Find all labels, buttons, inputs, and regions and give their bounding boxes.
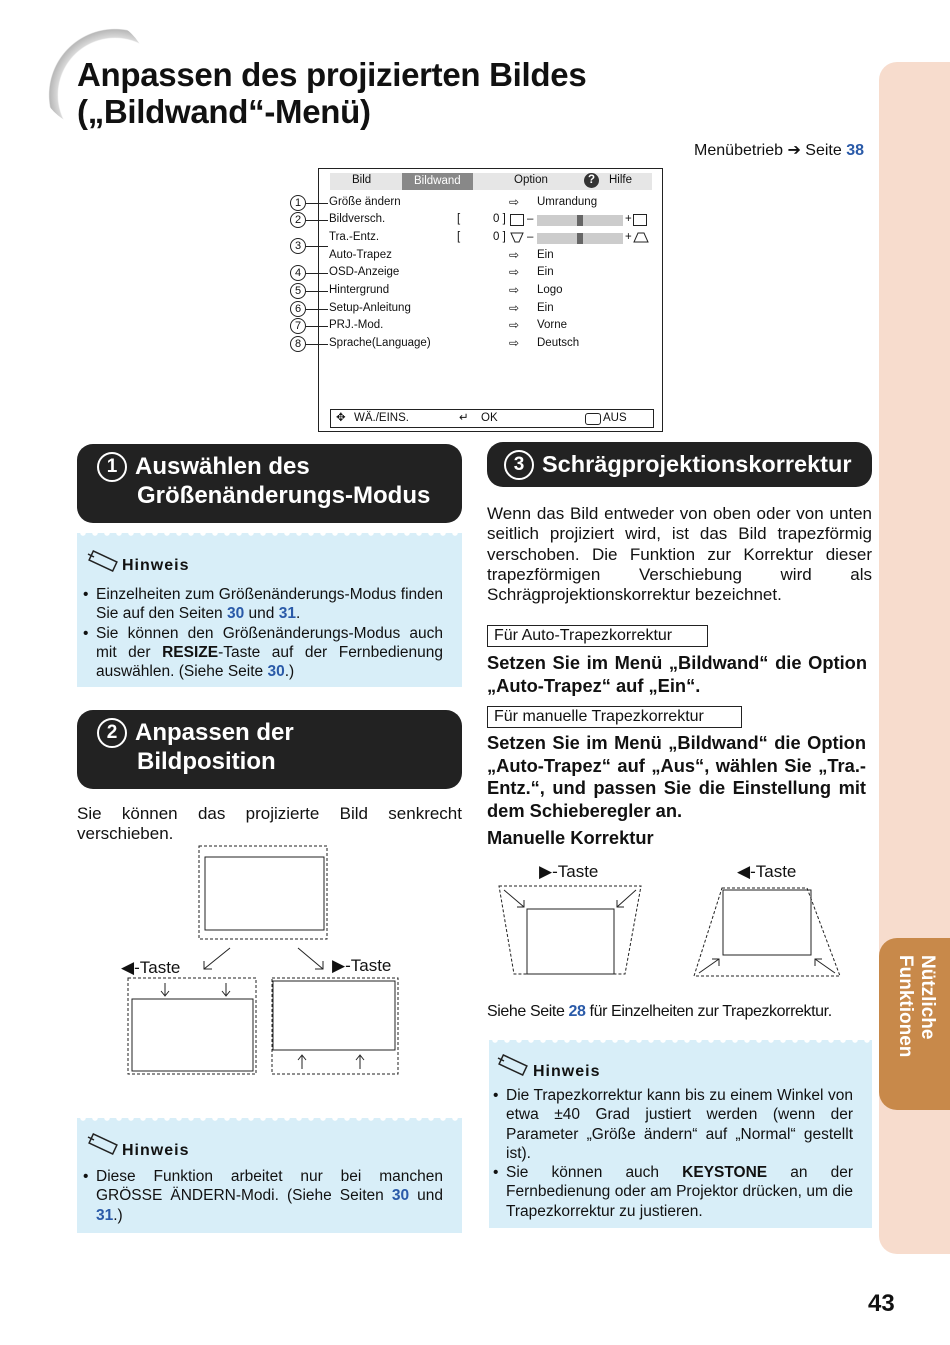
page-link[interactable]: 30 bbox=[227, 605, 245, 623]
slider[interactable] bbox=[537, 233, 623, 244]
tab-option[interactable]: Option bbox=[514, 174, 548, 186]
hint-title: Hinweis bbox=[122, 557, 190, 574]
section3-intro: Wenn das Bild entweder von oben oder von unten seitlich projiziert wird, ist das Bild trapezförmig verschoben. Die Funktion zur Korrektur dieser trapezförmigen Verschiebung wird als Schrägprojektionskorrektur bezeichnet. bbox=[487, 504, 872, 605]
menu-tabs bbox=[330, 173, 652, 190]
manual-correction-heading: Manuelle Korrektur bbox=[487, 827, 654, 848]
callout-5: 5 bbox=[290, 283, 306, 299]
section3-hint-box bbox=[489, 1040, 872, 1228]
callout-6: 6 bbox=[290, 301, 306, 317]
arrow-right-icon: ⇨ bbox=[509, 265, 520, 279]
arrow-right-icon: ⇨ bbox=[509, 336, 520, 350]
hint-title: Hinweis bbox=[533, 1063, 601, 1080]
menu-row-groesse[interactable]: Größe ändern ⇨ Umrandung bbox=[329, 195, 598, 209]
chapter-tab-label: Nützliche Funktionen bbox=[895, 955, 938, 1058]
arrow-right-icon: ⇨ bbox=[509, 195, 520, 209]
section1-hint-box bbox=[77, 533, 462, 687]
perforation bbox=[77, 533, 462, 540]
hint-item: • Sie können den Größenänderungs-Modus auch mit der RESIZE-Taste auf der Fernbedienung auswählen. (Siehe Seite 30.) bbox=[83, 624, 443, 682]
manual-keystone-label: Für manuelle Trapezkorrektur bbox=[487, 706, 742, 728]
hint-item: • Sie können auch KEYSTONE an der Fernbedienung oder am Projektor drücken, um die Trapezkorrektur zu justieren. bbox=[493, 1163, 853, 1221]
callout-line bbox=[306, 309, 328, 310]
section1-header: 1 Auswählen des Größenänderungs-Modus bbox=[77, 444, 462, 523]
section2-text: Sie können das projizierte Bild senkrecht verschieben. bbox=[77, 804, 462, 844]
callout-3: 3 bbox=[290, 238, 306, 254]
page-link[interactable]: 30 bbox=[391, 1187, 410, 1205]
position-icon bbox=[633, 214, 647, 226]
page-link[interactable]: 31 bbox=[96, 1206, 114, 1224]
tab-hilfe[interactable]: Hilfe bbox=[609, 174, 633, 186]
perforation bbox=[77, 1118, 462, 1125]
left-key-label: ◀-Taste bbox=[737, 862, 797, 881]
page-title: Anpassen des projizierten Bildes („Bildwand“-Menü) bbox=[77, 56, 587, 130]
section3-header: 3 Schrägprojektionskorrektur bbox=[487, 442, 872, 487]
see-page-note: Siehe Seite 28 für Einzelheiten zur Trapezkorrektur. bbox=[487, 1003, 832, 1020]
keystone-icon bbox=[633, 232, 649, 243]
right-key-label: ▶-Taste bbox=[332, 956, 392, 975]
return-icon bbox=[585, 413, 601, 425]
hint-item: • Diese Funktion arbeitet nur bei manchen GRÖSSE ÄNDERN-Modi. (Siehe Seiten 30 und 31.) bbox=[83, 1167, 443, 1225]
callout-2: 2 bbox=[290, 212, 306, 228]
pencil-icon bbox=[86, 1133, 122, 1164]
enter-icon: ↵ bbox=[459, 412, 469, 424]
callout-line bbox=[306, 203, 328, 204]
arrow-right-icon: ⇨ bbox=[509, 301, 520, 315]
page-link[interactable]: 31 bbox=[278, 605, 296, 623]
hint-item: • Einzelheiten zum Größenänderungs-Modus finden Sie auf den Seiten 30 und 31. bbox=[83, 585, 443, 624]
arrow-right-icon: ⇨ bbox=[509, 283, 520, 297]
auto-keystone-label: Für Auto-Trapezkorrektur bbox=[487, 625, 708, 647]
section-number: 3 bbox=[504, 450, 534, 480]
callout-line bbox=[306, 291, 328, 292]
left-key-label: ◀-Taste bbox=[121, 958, 181, 977]
right-key-label: ▶-Taste bbox=[539, 862, 599, 881]
section2-header: 2 Anpassen der Bildposition bbox=[77, 710, 462, 789]
menu-reference: Menübetrieb ➔ Seite 38 bbox=[694, 142, 864, 159]
callout-line bbox=[306, 220, 328, 221]
pencil-icon bbox=[496, 1054, 532, 1085]
callout-line bbox=[306, 344, 328, 345]
auto-keystone-text: Setzen Sie im Menü „Bildwand“ die Option „Auto-Trapez“ auf „Ein“. bbox=[487, 652, 867, 696]
menu-footer: ✥ WÄ./EINS. ↵ OK AUS bbox=[330, 409, 654, 428]
menu-row-osd[interactable]: OSD-Anzeige ⇨ Ein bbox=[329, 265, 554, 279]
callout-line bbox=[306, 246, 328, 247]
menu-row-auto-trapez[interactable]: Auto-Trapez ⇨ Ein bbox=[329, 248, 554, 262]
hint-title: Hinweis bbox=[122, 1142, 190, 1159]
arrow-right-icon: ⇨ bbox=[509, 248, 520, 262]
section-number: 1 bbox=[97, 452, 127, 482]
help-icon: ? bbox=[584, 173, 599, 188]
manual-keystone-text: Setzen Sie im Menü „Bildwand“ die Option „Auto-Trapez“ auf „Aus“, wählen Sie „Tra.-Entz.“, und passen Sie die Einstellung mit dem Schieberegler an. bbox=[487, 732, 866, 822]
keystone-icon bbox=[510, 232, 524, 243]
menu-row-hintergrund[interactable]: Hintergrund ⇨ Logo bbox=[329, 283, 563, 297]
dpad-icon: ✥ bbox=[336, 412, 346, 424]
section2-hint-box bbox=[77, 1118, 462, 1233]
slider[interactable] bbox=[537, 215, 623, 226]
callout-line bbox=[306, 326, 328, 327]
section-number: 2 bbox=[97, 718, 127, 748]
page-link[interactable]: 28 bbox=[568, 1003, 586, 1020]
keystone-diagram bbox=[490, 880, 850, 980]
page-link[interactable]: 30 bbox=[267, 663, 285, 681]
callout-1: 1 bbox=[290, 195, 306, 211]
page-link[interactable]: 38 bbox=[846, 142, 864, 159]
callout-7: 7 bbox=[290, 318, 306, 334]
menu-row-setup[interactable]: Setup-Anleitung ⇨ Ein bbox=[329, 301, 554, 315]
perforation bbox=[489, 1040, 872, 1047]
arrow-right-icon: ⇨ bbox=[509, 318, 520, 332]
callout-8: 8 bbox=[290, 336, 306, 352]
menu-row-tra-entz[interactable]: Tra.-Entz. [ 0 ] – + bbox=[329, 229, 659, 246]
menu-row-sprache[interactable]: Sprache(Language) ⇨ Deutsch bbox=[329, 336, 580, 350]
pencil-icon bbox=[86, 550, 122, 581]
callout-line bbox=[306, 273, 328, 274]
hint-item: • Die Trapezkorrektur kann bis zu einem Winkel von etwa ±40 Grad justiert werden (wenn der Parameter „Größe ändern“ auf „Normal“ gestellt ist). bbox=[493, 1086, 853, 1163]
tab-bildwand[interactable]: Bildwand bbox=[402, 173, 473, 190]
page-number: 43 bbox=[868, 1290, 895, 1317]
tab-bild[interactable]: Bild bbox=[352, 174, 372, 186]
position-icon bbox=[510, 214, 524, 226]
menu-row-prj-mod[interactable]: PRJ.-Mod. ⇨ Vorne bbox=[329, 318, 568, 332]
menu-row-bildversch[interactable]: Bildversch. [ 0 ] – + bbox=[329, 211, 659, 228]
callout-4: 4 bbox=[290, 265, 306, 281]
